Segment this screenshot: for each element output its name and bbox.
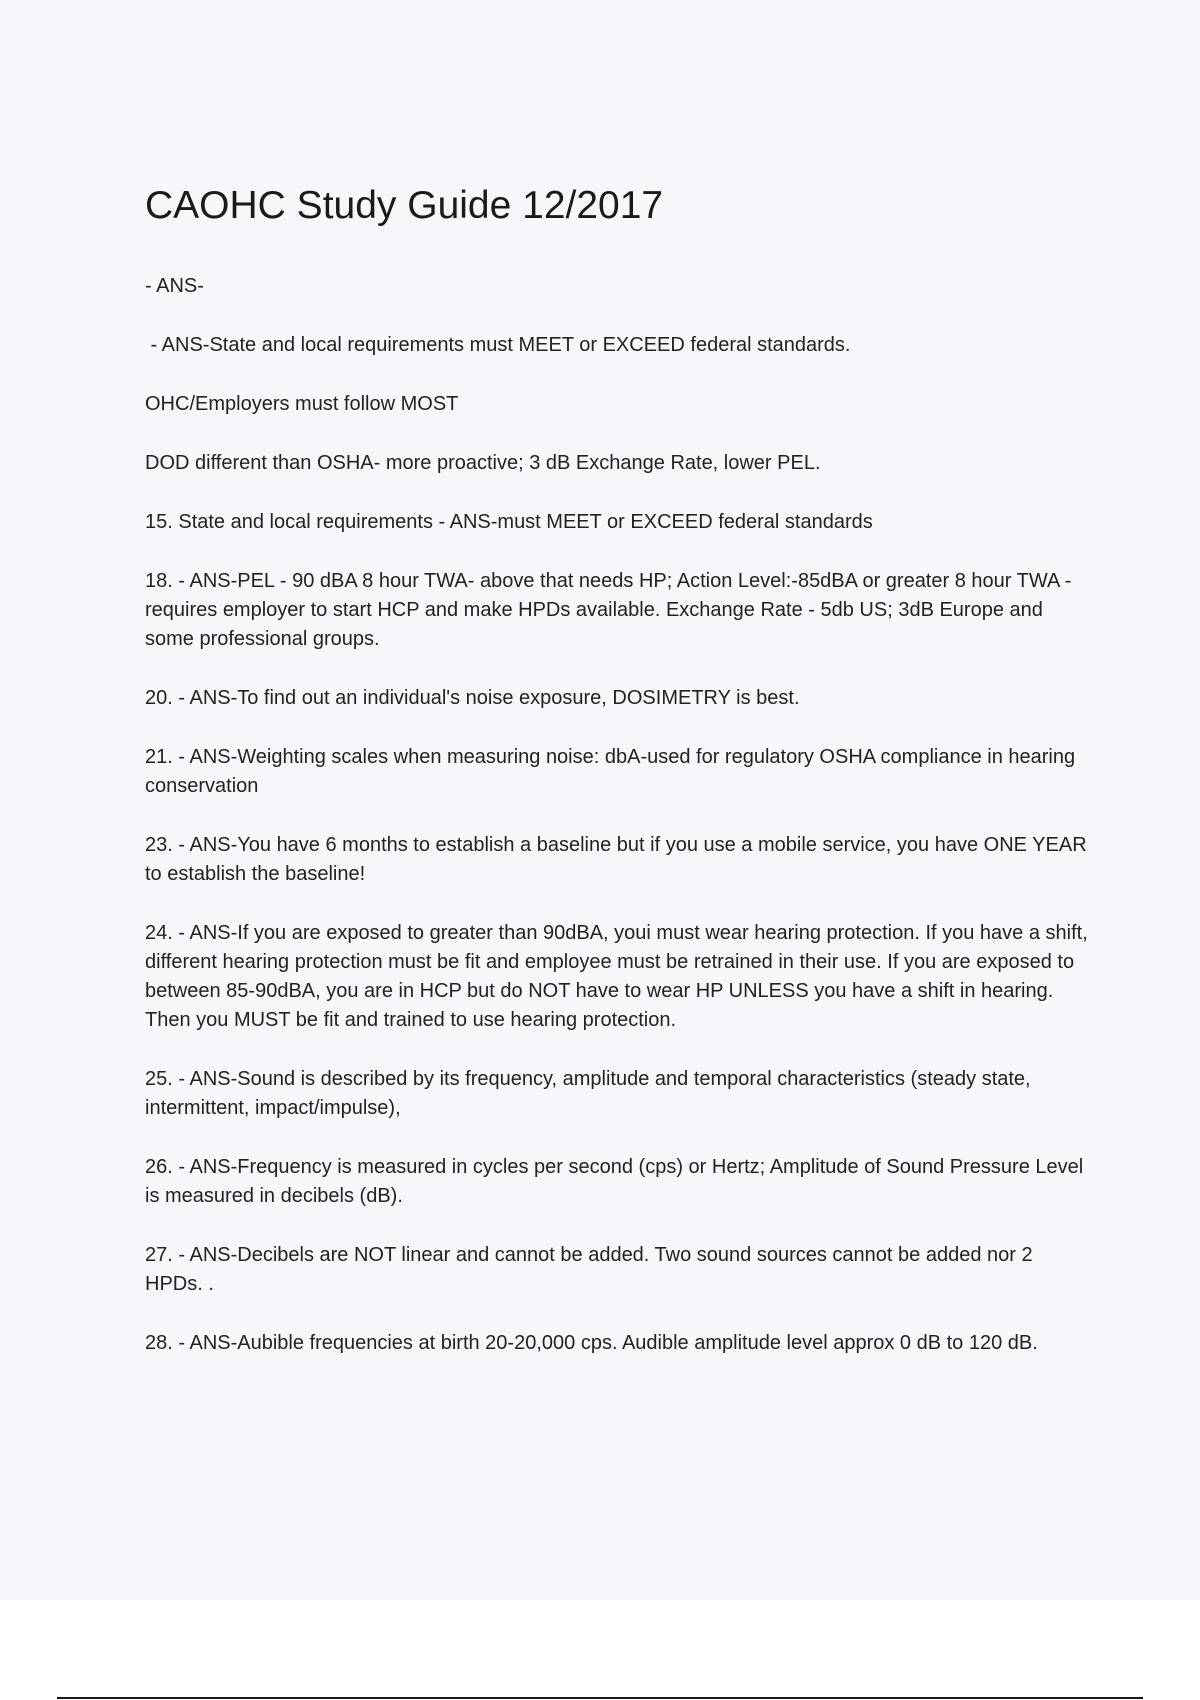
page-bottom-rule xyxy=(57,1697,1143,1699)
document-content xyxy=(145,182,1095,1388)
paragraph: 21. - ANS-Weighting scales when measuring noise: dbA-used for regulatory OSHA compliance in hearing conservation xyxy=(145,746,1076,797)
document-title: CAOHC Study Guide 12/2017 xyxy=(145,184,664,227)
paragraph: OHC/Employers must follow MOST xyxy=(145,393,459,415)
paragraph: DOD different than OSHA- more proactive; 3 dB Exchange Rate, lower PEL. xyxy=(145,452,821,474)
paragraph: 20. - ANS-To find out an individual's noise exposure, DOSIMETRY is best. xyxy=(145,687,800,709)
paragraph: 26. - ANS-Frequency is measured in cycles per second (cps) or Hertz; Amplitude of Sound Pressure Level is measured in decibels (dB). xyxy=(145,1156,1084,1207)
paragraph: 28. - ANS-Aubible frequencies at birth 20-20,000 cps. Audible amplitude level approx 0 dB to 120 dB. xyxy=(145,1332,1038,1354)
paragraph: 15. State and local requirements - ANS-must MEET or EXCEED federal standards xyxy=(145,511,873,533)
paragraph: 24. - ANS-If you are exposed to greater than 90dBA, youi must wear hearing protection. If you have a shift, different hearing protection must be fit and employee must be retrained in their use. If you are exposed to between 85-90dBA, you are in HCP but do NOT have to wear HP UNLESS you have a shift in hearing. Then you MUST be fit and trained to use hearing protection. xyxy=(145,922,1088,1031)
paragraph: 25. - ANS-Sound is described by its frequency, amplitude and temporal characteristics (steady state, intermittent, impact/impulse), xyxy=(145,1068,1031,1119)
paragraph: - ANS- xyxy=(145,275,204,297)
paragraph: 23. - ANS-You have 6 months to establish a baseline but if you use a mobile service, you have ONE YEAR to establish the baseline! xyxy=(145,834,1087,885)
paragraph: - ANS-State and local requirements must MEET or EXCEED federal standards. xyxy=(145,334,851,356)
paragraph: 27. - ANS-Decibels are NOT linear and cannot be added. Two sound sources cannot be added nor 2 HPDs. . xyxy=(145,1244,1033,1295)
paragraph: 18. - ANS-PEL - 90 dBA 8 hour TWA- above that needs HP; Action Level:-85dBA or greater 8 hour TWA -requires employer to start HCP and make HPDs available. Exchange Rate - 5db US; 3dB Europe and some professional groups. xyxy=(145,570,1072,650)
